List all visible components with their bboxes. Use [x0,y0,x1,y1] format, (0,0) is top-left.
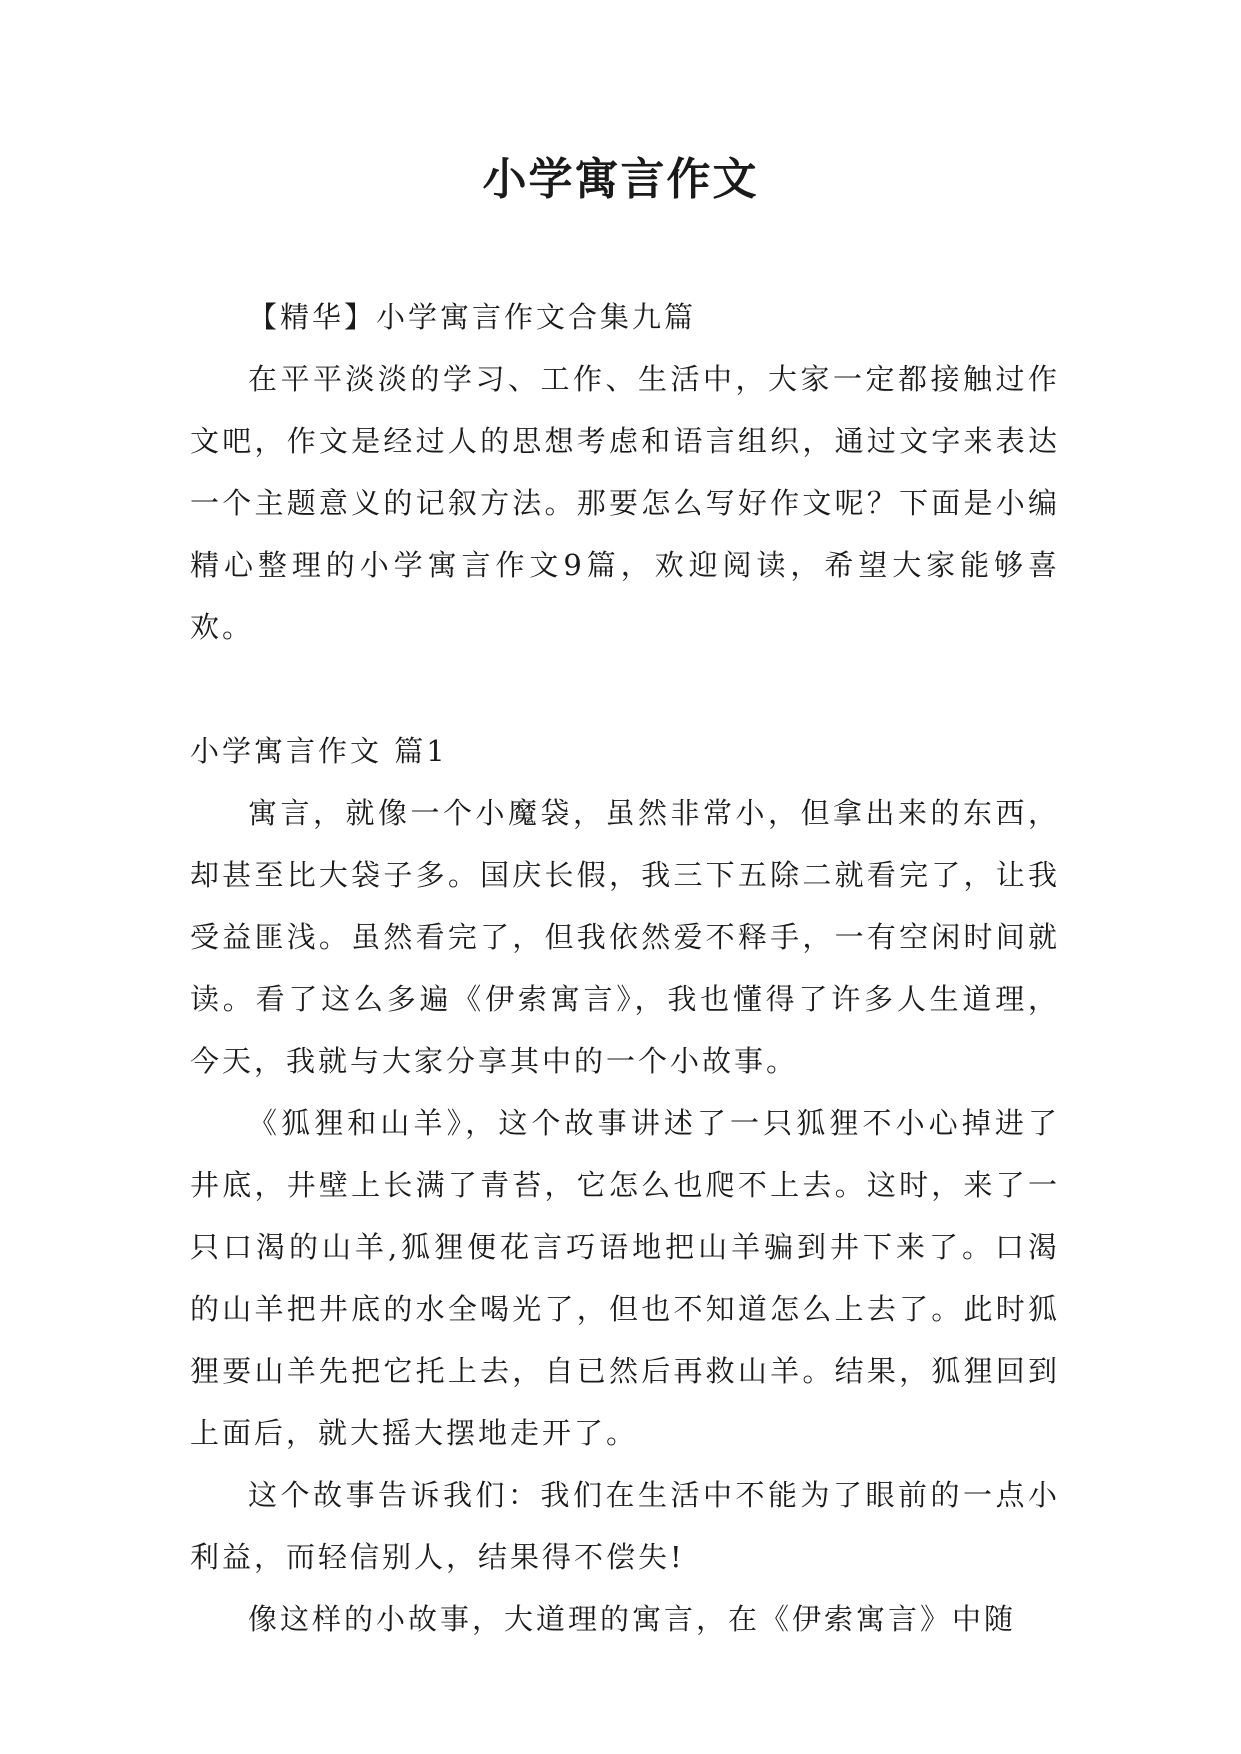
section-heading: 小学寓言作文 篇1 [190,734,448,768]
section-paragraph: 《狐狸和山羊》，这个故事讲述了一只狐狸不小心掉进了井底，井壁上长满了青苔，它怎么也爬不上去。这时，来了一只口渴的山羊,狐狸便花言巧语地把山羊骗到井下来了。口渴的山羊把井底的水全喝光了，但也不知道怎么上去了。此时狐狸要山羊先把它托上去，自已然后再救山羊。结果，狐狸回到上面后，就大摇大摆地走开了。 [190,1106,1060,1450]
section-paragraph: 寓言，就像一个小魔袋，虽然非常小，但拿出来的东西，却甚至比大袋子多。国庆长假，我三下五除二就看完了，让我受益匪浅。虽然看完了，但我依然爱不释手，一有空闲时间就读。看了这么多遍《伊索寓言》，我也懂得了许多人生道理，今天，我就与大家分享其中的一个小故事。 [190,796,1060,1078]
section-paragraph: 这个故事告诉我们：我们在生活中不能为了眼前的一点小利益，而轻信别人，结果得不偿失! [190,1478,1060,1574]
section-paragraph: 像这样的小故事，大道理的寓言，在《伊索寓言》中随 [248,1602,1017,1636]
document-title: 小学寓言作文 [482,154,759,205]
document-body [190,286,1060,1650]
document-subtitle: 【精华】小学寓言作文合集九篇 [248,300,697,334]
intro-paragraph: 在平平淡淡的学习、工作、生活中，大家一定都接触过作文吧，作文是经过人的思想考虑和语言组织，通过文字来表达一个主题意义的记叙方法。那要怎么写好作文呢？下面是小编精心整理的小学寓言作文9篇，欢迎阅读，希望大家能够喜欢。 [190,362,1060,644]
